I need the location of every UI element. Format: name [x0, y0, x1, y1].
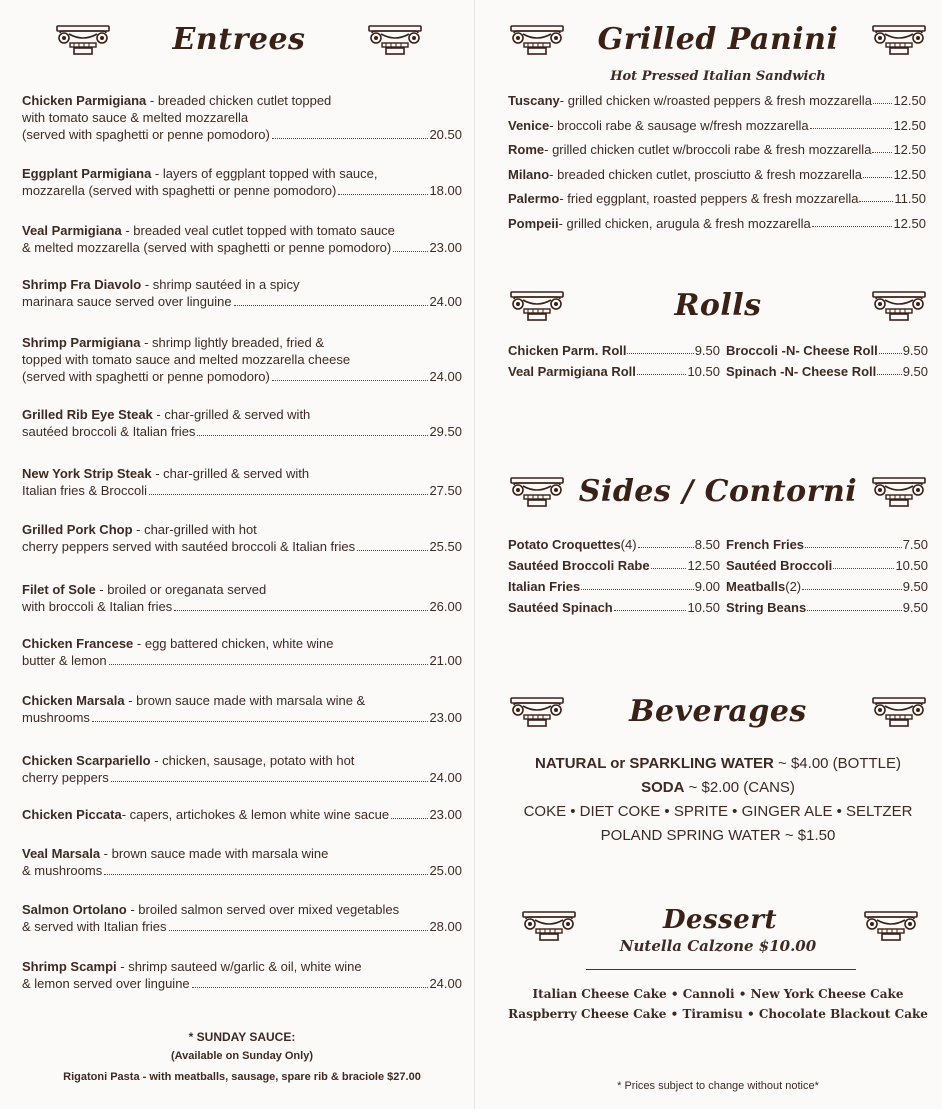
- column-capital-icon: [508, 290, 566, 322]
- column-divider: [474, 0, 475, 1109]
- leader-dots: [805, 547, 902, 548]
- roll-item-name: Broccoli -N- Cheese Roll: [726, 343, 878, 358]
- leader-dots: [877, 374, 901, 375]
- leader-dots: [810, 128, 893, 129]
- leader-dots: [234, 305, 429, 306]
- entree-desc: - broiled salmon served over mixed vegetables: [126, 902, 400, 917]
- column-capital-icon: [508, 24, 566, 56]
- dessert-feature: Nutella Calzone $10.00: [619, 937, 817, 955]
- entree-item: [22, 845, 462, 879]
- water-name: NATURAL or SPARKLING WATER: [534, 755, 774, 772]
- entree-price: 21.00: [429, 653, 462, 668]
- panini-item: [508, 167, 926, 182]
- sunday-sauce-title: * SUNDAY SAUCE:: [188, 1030, 296, 1044]
- panini-desc: - fried eggplant, roasted peppers & fresh mozzarella: [559, 191, 859, 206]
- panini-price: 12.50: [893, 166, 926, 182]
- leader-dots: [149, 494, 428, 495]
- leader-dots: [272, 138, 429, 139]
- side-item-price: 7.50: [902, 537, 928, 552]
- leader-dots: [863, 177, 892, 178]
- entree-desc-last: - capers, artichokes & lemon white wine sacue: [121, 807, 390, 822]
- panini-desc: - breaded chicken cutlet, prosciutto & fresh mozzarella: [549, 166, 863, 182]
- panini-price: 11.50: [894, 191, 926, 206]
- dessert-line-1: Italian Cheese Cake • Cannoli • New York Cheese Cake: [532, 987, 904, 1001]
- entree-desc-last: Italian fries & Broccoli: [22, 483, 147, 498]
- entree-desc: - broiled or oreganata served: [95, 582, 267, 597]
- leader-dots: [581, 589, 693, 590]
- entree-name: Shrimp Parmigiana: [22, 335, 141, 350]
- entree-desc: - chicken, sausage, potato with hot: [150, 753, 355, 768]
- entree-name: Filet of Sole: [22, 582, 96, 597]
- entree-desc-last: with broccoli & Italian fries: [22, 599, 173, 614]
- leader-dots: [651, 568, 687, 569]
- side-item-price: 12.50: [687, 558, 720, 573]
- entree-name: Chicken Scarpariello: [22, 753, 151, 768]
- panini-name: Rome: [508, 142, 545, 157]
- entree-item: [22, 581, 462, 615]
- entree-item: [22, 752, 462, 786]
- side-item-price: 10.50: [895, 558, 928, 573]
- panini-name: Venice: [508, 117, 550, 133]
- entree-desc-last: & served with Italian fries: [22, 919, 167, 934]
- entree-item: [22, 635, 462, 669]
- soda-line: [508, 776, 928, 800]
- beverages-header: [508, 694, 928, 729]
- panini-item: [508, 93, 926, 108]
- entree-item: [22, 334, 462, 385]
- soda-price: ~ $2.00 (CANS): [684, 779, 795, 796]
- entree-item: [22, 92, 462, 143]
- panini-name: Tuscany: [508, 93, 560, 108]
- panini-name: Milano: [508, 166, 550, 182]
- entree-name: Shrimp Scampi: [22, 959, 117, 974]
- soda-list: COKE • DIET COKE • SPRITE • GINGER ALE • SELTZER: [523, 803, 913, 820]
- column-capital-icon: [508, 696, 566, 728]
- entree-item: [22, 276, 462, 310]
- entree-name: Grilled Pork Chop: [22, 522, 133, 537]
- entree-price: 24.00: [429, 294, 462, 309]
- rolls-title: Rolls: [674, 288, 762, 323]
- column-capital-icon: [870, 290, 928, 322]
- entree-name: Veal Parmigiana: [22, 223, 122, 238]
- entree-price: 29.50: [429, 424, 462, 439]
- panini-price: 12.50: [893, 142, 926, 157]
- entree-price: 23.00: [429, 240, 462, 255]
- water-price: ~ $4.00 (BOTTLE): [773, 755, 902, 772]
- side-item: [726, 600, 928, 615]
- entree-item: [22, 958, 462, 992]
- panini-price: 12.50: [893, 93, 926, 108]
- entree-price: 28.00: [429, 919, 462, 934]
- side-item-price: 9.50: [902, 579, 928, 594]
- side-item-name: Sautéed Broccoli: [726, 558, 833, 573]
- leader-dots: [807, 610, 902, 611]
- entree-name: Chicken Francese: [22, 636, 134, 651]
- entree-desc-last: cherry peppers served with sautéed broccoli & Italian fries: [22, 539, 356, 554]
- roll-item-name: Veal Parmigiana Roll: [508, 364, 636, 379]
- entree-price: 20.50: [429, 127, 462, 142]
- leader-dots: [879, 353, 902, 354]
- leader-dots: [627, 353, 693, 354]
- column-capital-icon: [54, 24, 112, 56]
- dessert-line-2: Raspberry Cheese Cake • Tiramisu • Chocolate Blackout Cake: [508, 1007, 928, 1021]
- roll-item: [508, 343, 720, 358]
- leader-dots: [174, 610, 428, 611]
- entree-item: [22, 465, 462, 499]
- beverages-title: Beverages: [629, 694, 807, 729]
- leader-dots: [92, 721, 429, 722]
- leader-dots: [873, 103, 893, 104]
- column-capital-icon: [870, 24, 928, 56]
- side-item-name: Sautéed Broccoli Rabe: [508, 558, 650, 573]
- entree-desc-last: & lemon served over linguine: [22, 976, 190, 991]
- entree-item: [22, 222, 462, 256]
- column-capital-icon: [366, 24, 424, 56]
- sides-list: [508, 537, 928, 615]
- leader-dots: [391, 818, 428, 819]
- side-item-extra: (2): [785, 579, 802, 594]
- side-item-extra: (4): [620, 537, 637, 552]
- entree-price: 23.00: [429, 710, 462, 725]
- panini-item: [508, 191, 926, 206]
- side-item: [726, 537, 928, 552]
- leader-dots: [833, 568, 894, 569]
- entree-desc-last: (served with spaghetti or penne pomodoro): [22, 127, 270, 142]
- roll-item: [726, 343, 928, 358]
- soda-name: SODA: [641, 779, 685, 796]
- side-item: [508, 558, 720, 573]
- entree-price: 24.00: [429, 770, 462, 785]
- side-item: [726, 579, 928, 594]
- panini-item: [508, 142, 926, 157]
- entree-desc-last: mushrooms: [22, 710, 90, 725]
- entree-price: 25.50: [429, 539, 462, 554]
- entree-desc: - brown sauce made with marsala wine: [100, 846, 329, 861]
- dessert-title: Dessert: [662, 905, 778, 935]
- side-item-name: Meatballs: [726, 579, 786, 594]
- entree-desc-last: mozzarella (served with spaghetti or penne pomodoro): [22, 183, 337, 198]
- side-item-name: French Fries: [726, 537, 805, 552]
- roll-item: [508, 364, 720, 379]
- side-item-price: 8.50: [694, 537, 720, 552]
- leader-dots: [111, 781, 429, 782]
- side-item: [508, 579, 720, 594]
- entree-name: Chicken Piccata: [22, 807, 122, 822]
- entree-item: [22, 165, 462, 199]
- roll-item: [726, 364, 928, 379]
- sides-title: Sides / Contorni: [578, 474, 858, 509]
- side-item-name: Potato Croquettes: [508, 537, 621, 552]
- entree-desc-last: marinara sauce served over linguine: [22, 294, 232, 309]
- leader-dots: [859, 201, 893, 202]
- roll-item-price: 9.50: [902, 364, 928, 379]
- entree-item: [22, 692, 462, 726]
- entree-desc: - breaded chicken cutlet topped: [146, 93, 332, 108]
- panini-desc: - grilled chicken cutlet w/broccoli rabe & fresh mozzarella: [544, 142, 872, 157]
- leader-dots: [802, 589, 902, 590]
- column-capital-icon: [870, 476, 928, 508]
- sunday-item: Rigatoni Pasta - with meatballs, sausage, spare rib & braciole $27.00: [63, 1071, 421, 1083]
- panini-title: Grilled Panini: [597, 22, 839, 57]
- panini-price: 12.50: [893, 117, 926, 133]
- entree-price: 24.00: [429, 369, 462, 384]
- entree-name: Shrimp Fra Diavolo: [22, 277, 142, 292]
- dessert-rule: [586, 969, 856, 970]
- leader-dots: [272, 380, 429, 381]
- entree-name: Chicken Parmigiana: [22, 93, 147, 108]
- entree-desc-last: & melted mozzarella (served with spaghetti or penne pomodoro): [22, 240, 392, 255]
- panini-desc: - grilled chicken, arugula & fresh mozzarella: [558, 215, 811, 231]
- side-item-name: Italian Fries: [508, 579, 581, 594]
- entree-item: [22, 406, 462, 440]
- entree-name: Salmon Ortolano: [22, 902, 127, 917]
- entree-desc-last: cherry peppers: [22, 770, 109, 785]
- water-line: [508, 752, 928, 776]
- roll-item-price: 9.50: [694, 343, 720, 358]
- entree-item: [22, 521, 462, 555]
- entree-desc: - breaded veal cutlet topped with tomato sauce: [121, 223, 395, 238]
- entree-desc-last: butter & lemon: [22, 653, 107, 668]
- leader-dots: [104, 874, 428, 875]
- side-item-price: 9.00: [694, 579, 720, 594]
- roll-item-name: Chicken Parm. Roll: [508, 343, 627, 358]
- leader-dots: [109, 664, 429, 665]
- side-item: [508, 537, 720, 552]
- panini-desc: - grilled chicken w/roasted peppers & fresh mozzarella: [559, 93, 872, 108]
- leader-dots: [338, 194, 428, 195]
- entree-price: 24.00: [429, 976, 462, 991]
- entree-desc-line: with tomato sauce & melted mozzarella: [22, 110, 249, 125]
- side-item: [726, 558, 928, 573]
- entree-item: [22, 806, 462, 823]
- leader-dots: [872, 152, 892, 153]
- entree-desc: - egg battered chicken, white wine: [133, 636, 334, 651]
- roll-item-price: 10.50: [687, 364, 720, 379]
- entree-desc-line: topped with tomato sauce and melted mozzarella cheese: [22, 352, 351, 367]
- entree-name: Chicken Marsala: [22, 693, 125, 708]
- sides-header: [508, 474, 928, 509]
- entrees-header: [54, 22, 424, 57]
- leader-dots: [192, 987, 429, 988]
- entree-name: Veal Marsala: [22, 846, 101, 861]
- panini-name: Palermo: [508, 191, 560, 206]
- poland-spring: POLAND SPRING WATER ~ $1.50: [600, 827, 836, 844]
- entree-name: New York Strip Steak: [22, 466, 152, 481]
- panini-item: [508, 216, 926, 231]
- side-item-name: String Beans: [726, 600, 807, 615]
- leader-dots: [812, 226, 893, 227]
- entrees-title: Entrees: [172, 22, 306, 57]
- side-item-price: 10.50: [687, 600, 720, 615]
- price-note: * Prices subject to change without notice*: [617, 1080, 819, 1092]
- leader-dots: [614, 610, 687, 611]
- leader-dots: [197, 435, 428, 436]
- leader-dots: [393, 251, 428, 252]
- roll-item-name: Spinach -N- Cheese Roll: [726, 364, 877, 379]
- panini-desc: - broccoli rabe & sausage w/fresh mozzarella: [549, 117, 809, 133]
- side-item-name: Sautéed Spinach: [508, 600, 613, 615]
- sunday-availability: (Available on Sunday Only): [170, 1050, 313, 1062]
- panini-subtitle: Hot Pressed Italian Sandwich: [610, 69, 826, 84]
- entree-desc: - brown sauce made with marsala wine &: [124, 693, 366, 708]
- leader-dots: [169, 930, 429, 931]
- entree-desc: - shrimp sauteed w/garlic & oil, white wine: [116, 959, 362, 974]
- entree-desc-last: & mushrooms: [22, 863, 103, 878]
- entree-name: Eggplant Parmigiana: [22, 166, 152, 181]
- panini-name: Pompeii: [508, 215, 559, 231]
- column-capital-icon: [870, 696, 928, 728]
- entree-price: 27.50: [429, 483, 462, 498]
- entree-price: 25.00: [429, 863, 462, 878]
- leader-dots: [357, 550, 428, 551]
- entree-desc: - char-grilled & served with: [151, 466, 310, 481]
- entree-desc: - char-grilled with hot: [132, 522, 257, 537]
- entree-desc: - shrimp sautéed in a spicy: [141, 277, 300, 292]
- panini-header: [508, 22, 928, 57]
- roll-item-price: 9.50: [902, 343, 928, 358]
- entree-price: 23.00: [429, 807, 462, 822]
- entree-desc: - char-grilled & served with: [152, 407, 311, 422]
- entree-desc: - layers of eggplant topped with sauce,: [151, 166, 378, 181]
- panini-price: 12.50: [893, 215, 926, 231]
- rolls-header: [508, 288, 928, 323]
- rolls-list: [508, 343, 928, 379]
- leader-dots: [638, 547, 694, 548]
- panini-item: [508, 118, 926, 133]
- entree-name: Grilled Rib Eye Steak: [22, 407, 153, 422]
- side-item-price: 9.50: [902, 600, 928, 615]
- side-item: [508, 600, 720, 615]
- entree-price: 26.00: [429, 599, 462, 614]
- entree-desc-last: sautéed broccoli & Italian fries: [22, 424, 196, 439]
- entree-price: 18.00: [429, 183, 462, 198]
- entree-desc-last: (served with spaghetti or penne pomodoro): [22, 369, 270, 384]
- entree-item: [22, 901, 462, 935]
- column-capital-icon: [508, 476, 566, 508]
- entree-desc: - shrimp lightly breaded, fried &: [140, 335, 325, 350]
- leader-dots: [637, 374, 687, 375]
